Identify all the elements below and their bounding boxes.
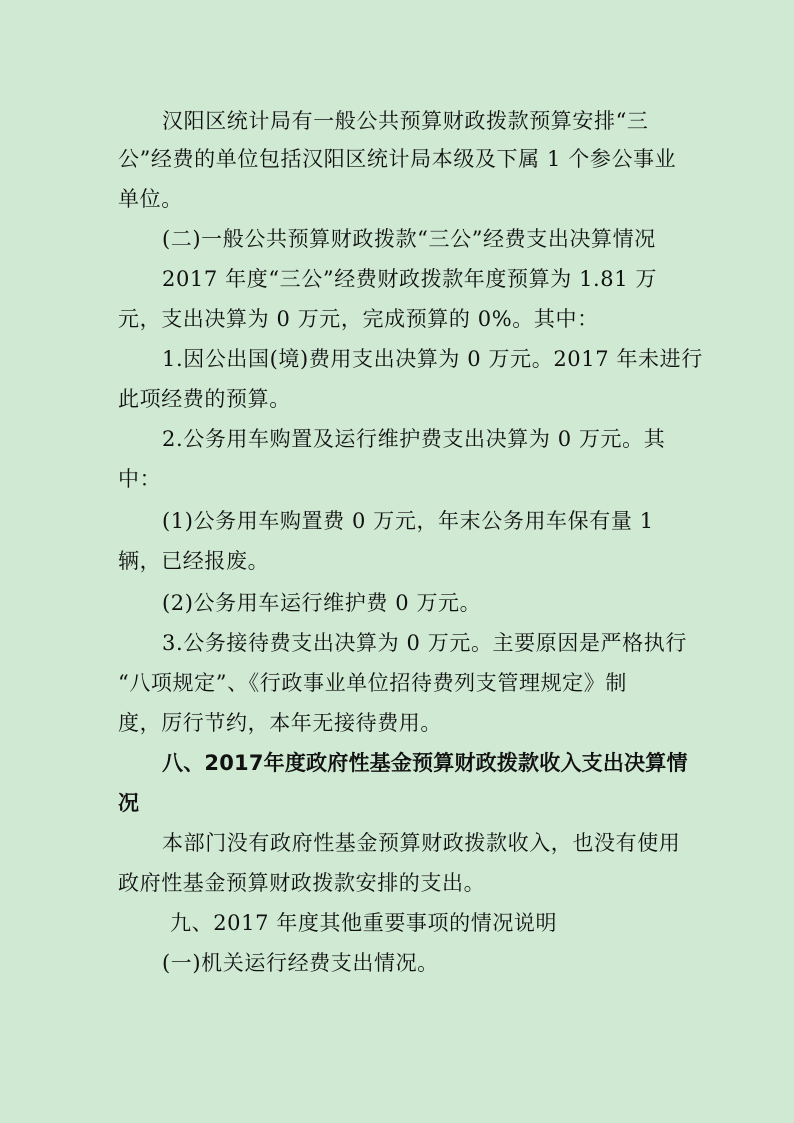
paragraph-line: 2017 年度“三公”经费财政拨款年度预算为 1.81 万 bbox=[162, 267, 658, 291]
paragraph-line: 辆，已经报废。 bbox=[118, 549, 270, 573]
paragraph-line: 中： bbox=[118, 467, 162, 491]
section-heading: 八、2017年度政府性基金预算财政拨款收入支出决算情 bbox=[162, 751, 688, 775]
paragraph-line: 单位。 bbox=[118, 187, 183, 211]
paragraph-line: (2)公务用车运行维护费 0 万元。 bbox=[162, 591, 482, 615]
paragraph-line: 此项经费的预算。 bbox=[118, 387, 291, 411]
paragraph-line: 政府性基金预算财政拨款安排的支出。 bbox=[118, 871, 486, 895]
paragraph-line: 3.公务接待费支出决算为 0 万元。主要原因是严格执行 bbox=[162, 631, 687, 655]
paragraph-line: 元，支出决算为 0 万元，完成预算的 0%。其中： bbox=[118, 307, 599, 331]
paragraph-line: “八项规定”、《行政事业单位招待费列支管理规定》制 bbox=[118, 671, 627, 695]
paragraph-line: 2.公务用车购置及运行维护费支出决算为 0 万元。其 bbox=[162, 427, 666, 451]
section-heading: 九、2017 年度其他重要事项的情况说明 bbox=[170, 911, 558, 935]
paragraph-line: 公”经费的单位包括汉阳区统计局本级及下属 1 个参公事业 bbox=[118, 147, 677, 171]
paragraph-line: 本部门没有政府性基金预算财政拨款收入，也没有使用 bbox=[162, 831, 681, 855]
paragraph-line: 度，厉行节约，本年无接待费用。 bbox=[118, 711, 442, 735]
paragraph-line: (1)公务用车购置费 0 万元，年末公务用车保有量 1 bbox=[162, 509, 654, 533]
paragraph-line: 1.因公出国(境)费用支出决算为 0 万元。2017 年未进行 bbox=[162, 347, 703, 371]
section-heading: (二)一般公共预算财政拨款“三公”经费支出决算情况 bbox=[162, 227, 656, 251]
section-heading: (一)机关运行经费支出情况。 bbox=[162, 951, 439, 975]
section-heading: 况 bbox=[118, 791, 140, 815]
paragraph-line: 汉阳区统计局有一般公共预算财政拨款预算安排“三 bbox=[162, 109, 649, 133]
